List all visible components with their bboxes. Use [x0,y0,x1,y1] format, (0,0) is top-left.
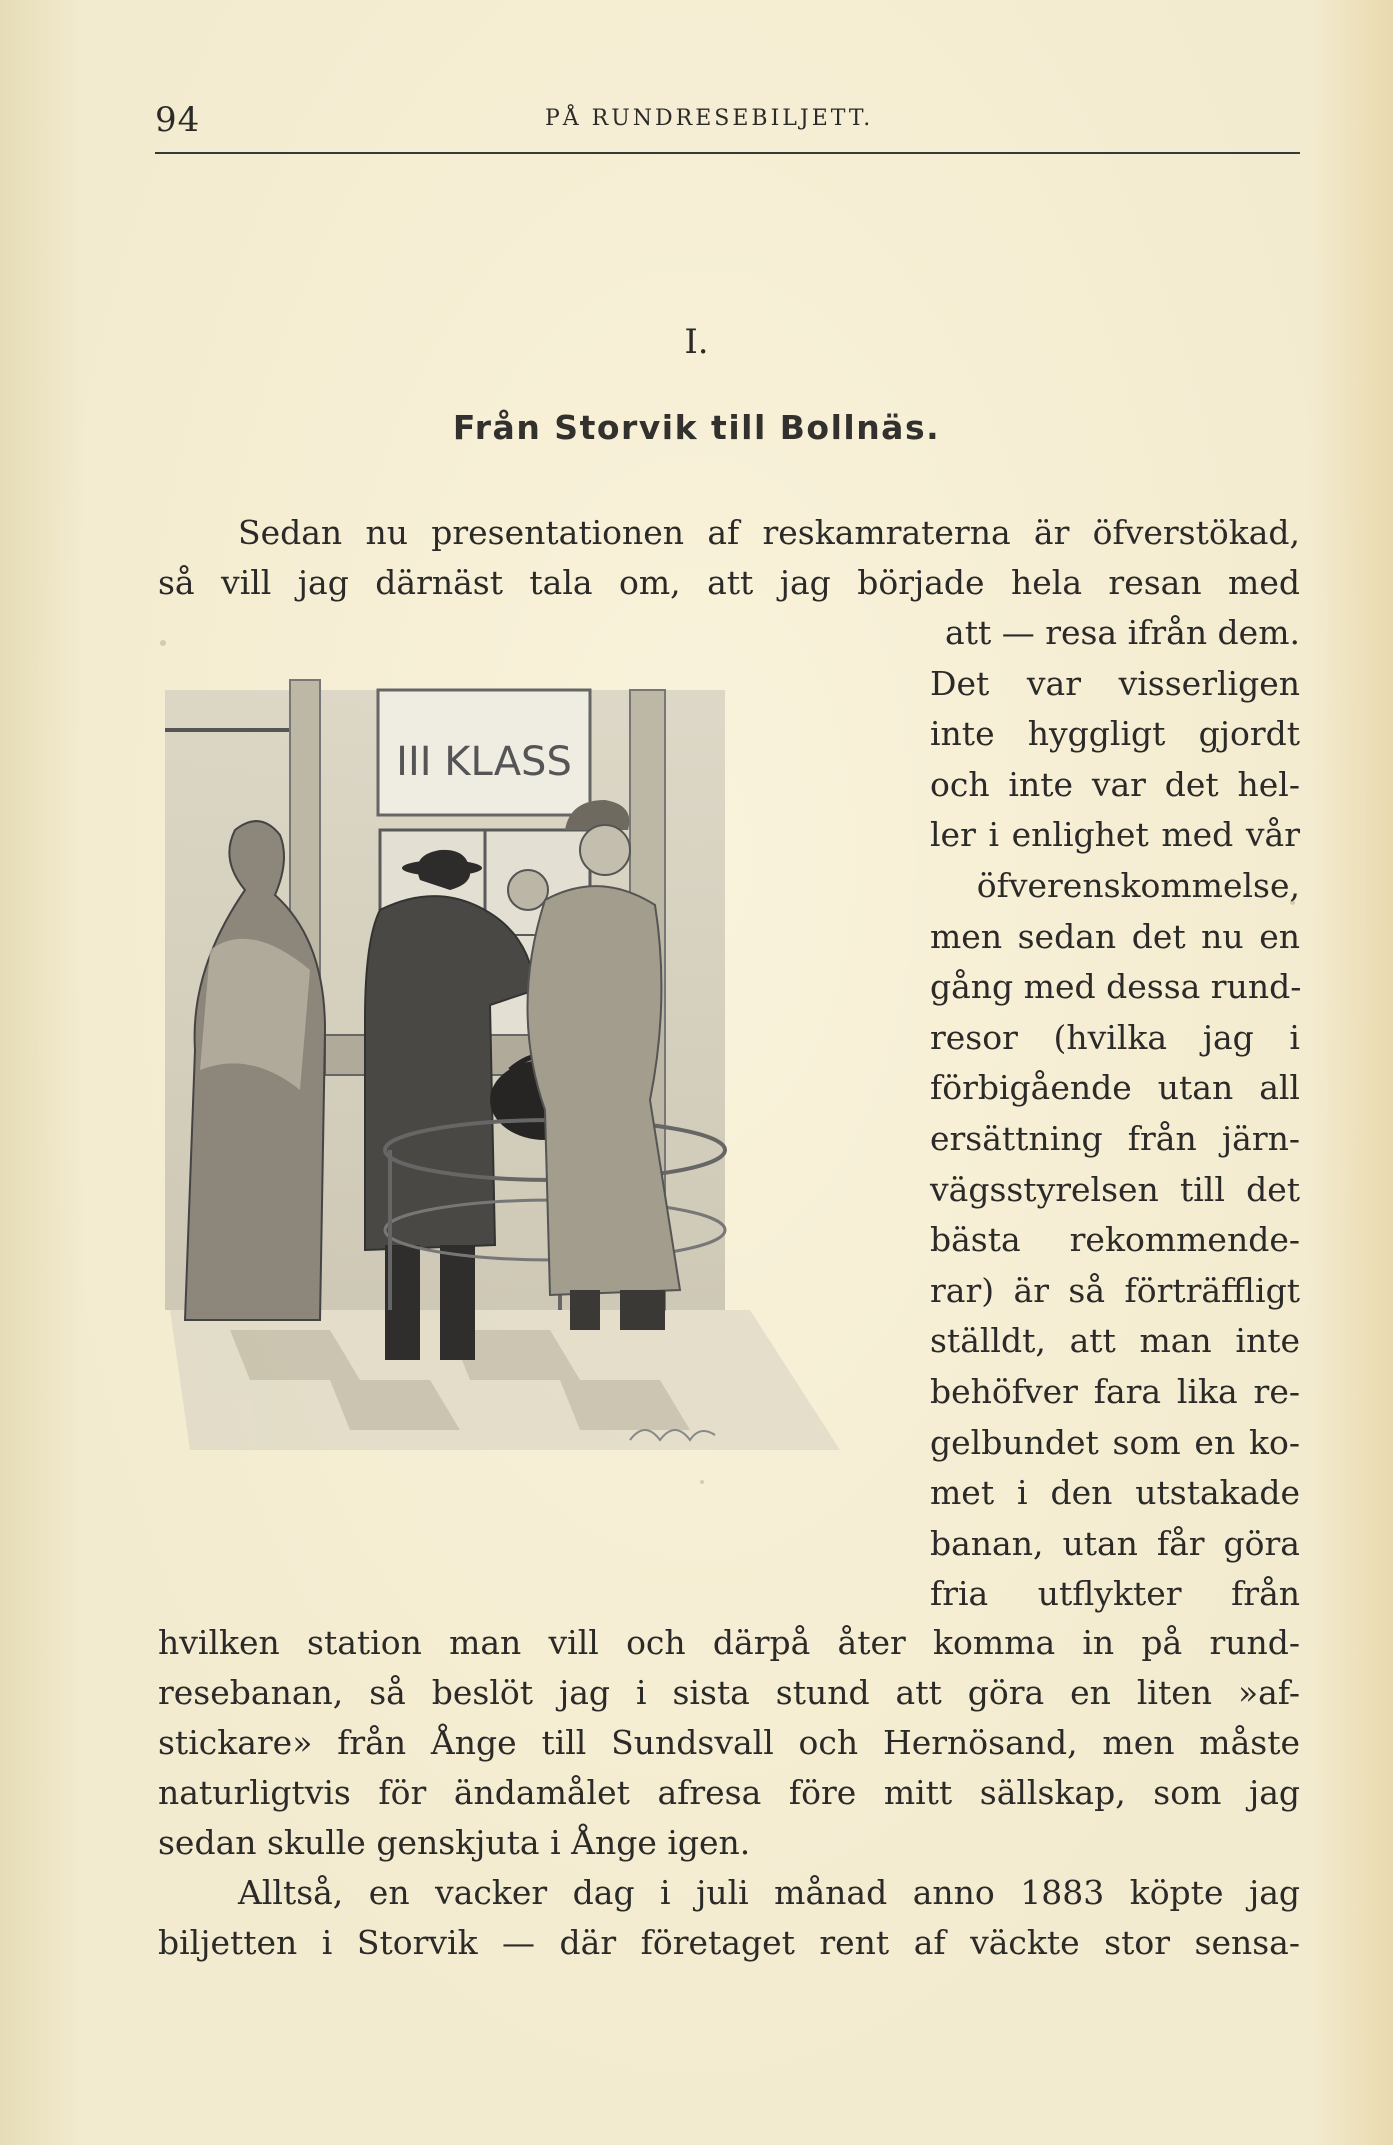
text-line: inte hyggligt gjordt [930,714,1300,754]
text-line: gång med dessa rund- [930,967,1302,1007]
text-line: öfverenskommelse, [976,865,1300,905]
text-line: så vill jag därnäst tala om, att jag började hela resan med [158,563,1300,602]
running-head [155,100,1300,154]
chapter-number: I. [684,322,709,362]
text-line: banan, utan får göra [930,1523,1300,1563]
text-line: och inte var det hel- [930,764,1300,804]
text-line: bästa rekommende- [930,1220,1300,1260]
text-line: met i den utstakade [930,1473,1300,1513]
text-line: resor (hvilka jag i [930,1017,1300,1057]
paper-speckle [700,1480,704,1484]
text-line: ersättning från järn- [930,1118,1300,1158]
text-line: stickare» från Ånge till Sundsvall och Hernösand, men måste [158,1723,1300,1762]
ticket-office-illustration [150,670,870,1500]
text-line: ställdt, att man inte [930,1321,1300,1361]
text-line: att — resa ifrån dem. [945,613,1300,652]
text-line: ler i enlighet med vår [930,815,1300,855]
text-line: Det var visserligen [930,663,1300,703]
paper-speckle [1290,900,1295,905]
text-line: hvilken station man vill och därpå åter komma in på rund- [158,1623,1300,1662]
text-line: förbigående utan all [930,1068,1300,1108]
running-title: PÅ RUNDRESEBILJETT. [545,106,874,131]
class-sign-text: III KLASS [396,739,572,785]
closing-paragraphs [158,1618,1300,1968]
text-line: men sedan det nu en [930,916,1300,956]
text-line: naturligtvis för ändamålet afresa före mitt sällskap, som jag [158,1773,1300,1812]
chapter-title: Från Storvik till Bollnäs. [452,408,941,447]
text-line: fria utflykter från [930,1574,1300,1614]
text-line: biljetten i Storvik — där företaget rent af väckte stor sensa- [158,1923,1300,1962]
text-line: Alltså, en vacker dag i juli månad anno 1883 köpte jag [238,1873,1300,1912]
page-number: 94 [155,100,201,140]
text-line: rar) är så förträffligt [930,1270,1300,1310]
side-column-text [930,608,1300,1620]
paper-speckle [160,640,166,646]
text-line: gelbundet som en ko- [930,1422,1300,1462]
text-line: resebanan, så beslöt jag i sista stund att göra en liten »af- [158,1673,1300,1712]
opening-paragraph [158,508,1300,608]
text-line: sedan skulle genskjuta i Ånge igen. [158,1823,751,1862]
text-line: behöfver fara lika re- [930,1371,1300,1411]
text-line: vägsstyrelsen till det [930,1169,1300,1209]
text-line: Sedan nu presentationen af reskamraterna är öfverstökad, [238,513,1300,552]
